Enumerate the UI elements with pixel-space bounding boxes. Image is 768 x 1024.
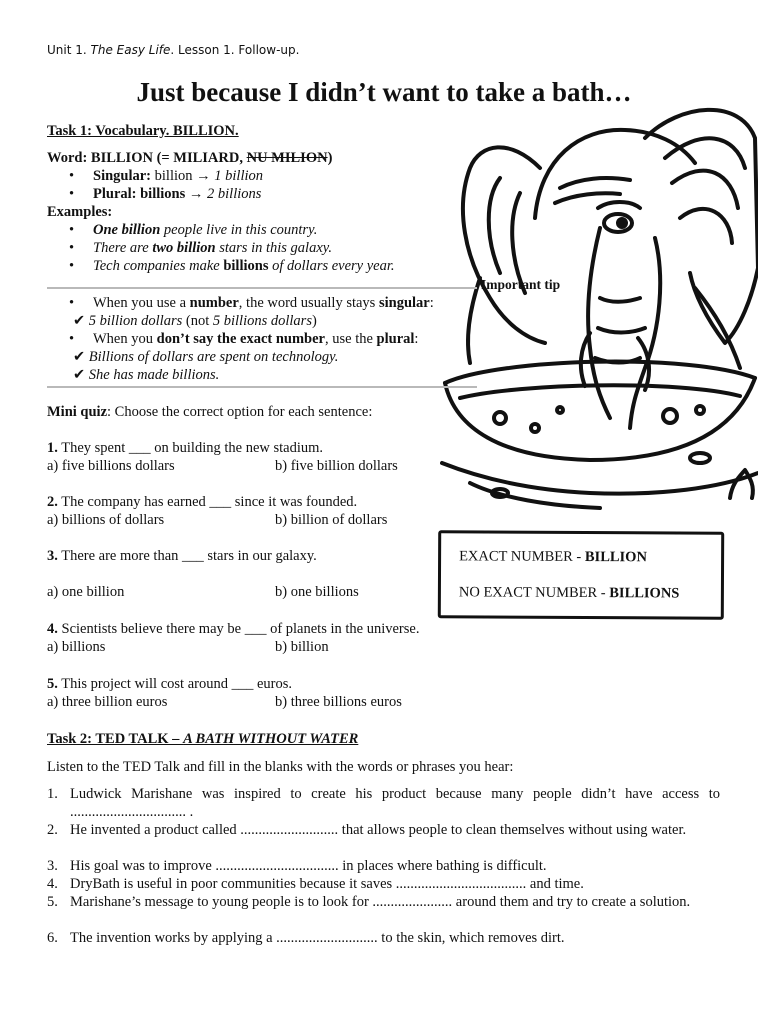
fill-blank-text[interactable]: DryBath is useful in poor communities because it saves .................................... and time. <box>70 876 584 892</box>
quiz-intro <box>47 403 372 421</box>
rule-not-exact-label: NO EXACT NUMBER - <box>458 584 610 602</box>
question-text: This project will cost around ___ euros. <box>57 676 292 692</box>
tip-2-a: When you <box>93 331 157 347</box>
fill-blank-text[interactable]: His goal was to improve .................................. in places where bathing is difficult. <box>70 858 547 874</box>
bullet-dot: • <box>69 331 75 347</box>
fill-blank-text[interactable]: Marishane’s message to young people is to look for ...................... around them and try to create a solution. <box>70 894 691 910</box>
bullet-dot: • <box>69 258 75 274</box>
example-1-bold: One billion <box>93 222 161 238</box>
plural-label: Plural: billions <box>93 186 186 202</box>
blank-item-3 <box>47 857 720 875</box>
example-1-rest: people live in this country. <box>160 222 318 238</box>
rule-exact <box>459 548 647 566</box>
question-number: 2. <box>47 494 58 510</box>
plural-suffix: s <box>255 186 262 202</box>
rule-exact-label: EXACT NUMBER - <box>459 548 585 566</box>
word-definition <box>47 149 332 167</box>
question-number: 3. <box>47 548 58 564</box>
tip-divider-top <box>47 287 477 289</box>
item-number: 1. <box>47 786 58 802</box>
check-line-1 <box>73 312 317 330</box>
question-number: 4. <box>47 621 58 637</box>
quiz-instruction: : Choose the correct option for each sentence: <box>107 404 373 420</box>
task1-heading: Task 1: Vocabulary. BILLION. <box>47 123 239 139</box>
singular-text: billion → <box>151 168 215 184</box>
tip-2-c: , use the <box>324 331 377 347</box>
option-b[interactable]: b) five billion dollars <box>275 458 398 474</box>
question-text: Scientists believe there may be ___ of planets in the universe. <box>57 621 420 637</box>
task2-heading-b: A BATH WITHOUT WATER <box>183 731 359 747</box>
bullet-dot: • <box>69 222 75 238</box>
item-number: 6. <box>47 930 58 946</box>
option-a[interactable]: a) billions <box>47 639 106 655</box>
question-text: They spent ___ on building the new stadium. <box>57 440 324 456</box>
tip-1 <box>93 294 434 312</box>
check-2-text: Billions of dollars are spent on technology. <box>88 349 339 365</box>
check-icon: ✔ <box>73 313 86 329</box>
option-b[interactable]: b) three billions euros <box>275 694 402 710</box>
example-3-a: Tech companies make <box>93 258 224 274</box>
word-strike: NU MILION <box>246 150 328 166</box>
plural-line <box>93 185 261 203</box>
quiz-question-1 <box>47 439 323 457</box>
word-label: Word: BILLION (= MILIARD, <box>47 150 247 166</box>
option-a[interactable]: a) one billion <box>47 584 125 600</box>
blank-item-1 <box>47 785 720 821</box>
example-3 <box>93 257 395 275</box>
singular-label: Singular: <box>93 168 152 184</box>
quiz-question-3 <box>47 547 317 565</box>
check-1-a: 5 billion dollars <box>88 313 183 329</box>
check-1-d: ) <box>311 313 317 329</box>
lesson-label: . Lesson 1. Follow-up. <box>170 43 300 57</box>
example-2-bold: two billion <box>152 240 216 256</box>
option-b[interactable]: b) billion of dollars <box>275 512 388 528</box>
task2-heading-a: Task 2: TED TALK – <box>47 731 184 747</box>
tip-2 <box>93 330 418 348</box>
unit-header <box>47 43 299 57</box>
task2-instruction: Listen to the TED Talk and fill in the blanks with the words or phrases you hear: <box>47 759 514 775</box>
quiz-question-2 <box>47 493 357 511</box>
tip-2-e: : <box>414 331 419 347</box>
question-text: There are more than ___ stars in our galaxy. <box>57 548 317 564</box>
elephant-bath-illustration <box>440 98 758 510</box>
option-a[interactable]: a) billions of dollars <box>47 512 165 528</box>
page-title: Just because I didn’t want to take a bath… <box>136 77 632 107</box>
examples-label: Examples: <box>47 204 113 220</box>
plural-example: 2 billion <box>207 186 256 202</box>
item-number: 2. <box>47 822 58 838</box>
example-3-c: of dollars every year. <box>268 258 395 274</box>
rule-not-exact <box>459 584 680 602</box>
blank-item-4 <box>47 875 720 893</box>
rule-box <box>438 530 724 619</box>
blank-item-2 <box>47 821 720 839</box>
tip-1-d: singular <box>378 295 430 311</box>
bullet-dot: • <box>69 240 75 256</box>
example-2-a: There are <box>93 240 153 256</box>
task2-heading <box>47 730 358 748</box>
bullet-dot: • <box>69 295 75 311</box>
option-b[interactable]: b) one billions <box>275 584 359 600</box>
bullet-dot: • <box>69 186 75 202</box>
check-1-b: (not <box>182 313 213 329</box>
fill-blank-text[interactable]: The invention works by applying a ............................ to the skin, which removes dirt. <box>70 930 565 946</box>
example-3-bold: billions <box>223 258 269 274</box>
rule-not-exact-value: BILLIONS <box>609 585 680 602</box>
blank-item-6 <box>47 929 720 947</box>
tip-1-b: number <box>189 295 239 311</box>
tip-divider-bottom <box>47 386 477 388</box>
quiz-label: Mini quiz <box>47 404 108 420</box>
tip-2-b: don’t say the exact number <box>156 331 325 347</box>
word-close: ) <box>327 150 333 166</box>
quiz-question-5 <box>47 675 292 693</box>
example-2-c: stars in this galaxy. <box>215 240 333 256</box>
example-2 <box>93 239 332 257</box>
check-line-3 <box>73 366 219 384</box>
question-number: 5. <box>47 676 58 692</box>
item-number: 5. <box>47 894 58 910</box>
option-a[interactable]: a) five billions dollars <box>47 458 175 474</box>
question-text: The company has earned ___ since it was founded. <box>57 494 358 510</box>
check-icon: ✔ <box>73 349 86 365</box>
tip-1-e: : <box>429 295 434 311</box>
tip-1-c: , the word usually stays <box>238 295 379 311</box>
book-title: The Easy Life <box>90 43 171 57</box>
option-b[interactable]: b) billion <box>275 639 329 655</box>
question-number: 1. <box>47 440 58 456</box>
check-3-text: She has made billions. <box>88 367 220 383</box>
singular-example: 1 billion <box>214 168 264 184</box>
item-number: 3. <box>47 858 58 874</box>
important-tip-label: Important tip <box>481 277 561 292</box>
option-a[interactable]: a) three billion euros <box>47 694 168 710</box>
quiz-question-4 <box>47 620 419 638</box>
plural-arrow: → <box>185 186 208 202</box>
bullet-dot: • <box>69 168 75 184</box>
check-icon: ✔ <box>73 367 86 383</box>
item-number: 4. <box>47 876 58 892</box>
blank-item-5 <box>47 893 720 911</box>
tip-2-d: plural <box>376 331 415 347</box>
check-line-2 <box>73 348 338 366</box>
check-1-c: 5 billions dollars <box>212 313 312 329</box>
fill-blank-text[interactable]: Ludwick Marishane was inspired to create his product because many people didn’t have access to ................................ . <box>70 786 720 820</box>
singular-line <box>93 167 263 185</box>
rule-exact-value: BILLION <box>584 549 648 566</box>
fill-blank-text[interactable]: He invented a product called ........................... that allows people to clean themselves without using water. <box>70 822 687 838</box>
example-1 <box>93 221 317 239</box>
tip-1-a: When you use a <box>93 295 190 311</box>
unit-label: Unit 1. <box>47 43 87 57</box>
